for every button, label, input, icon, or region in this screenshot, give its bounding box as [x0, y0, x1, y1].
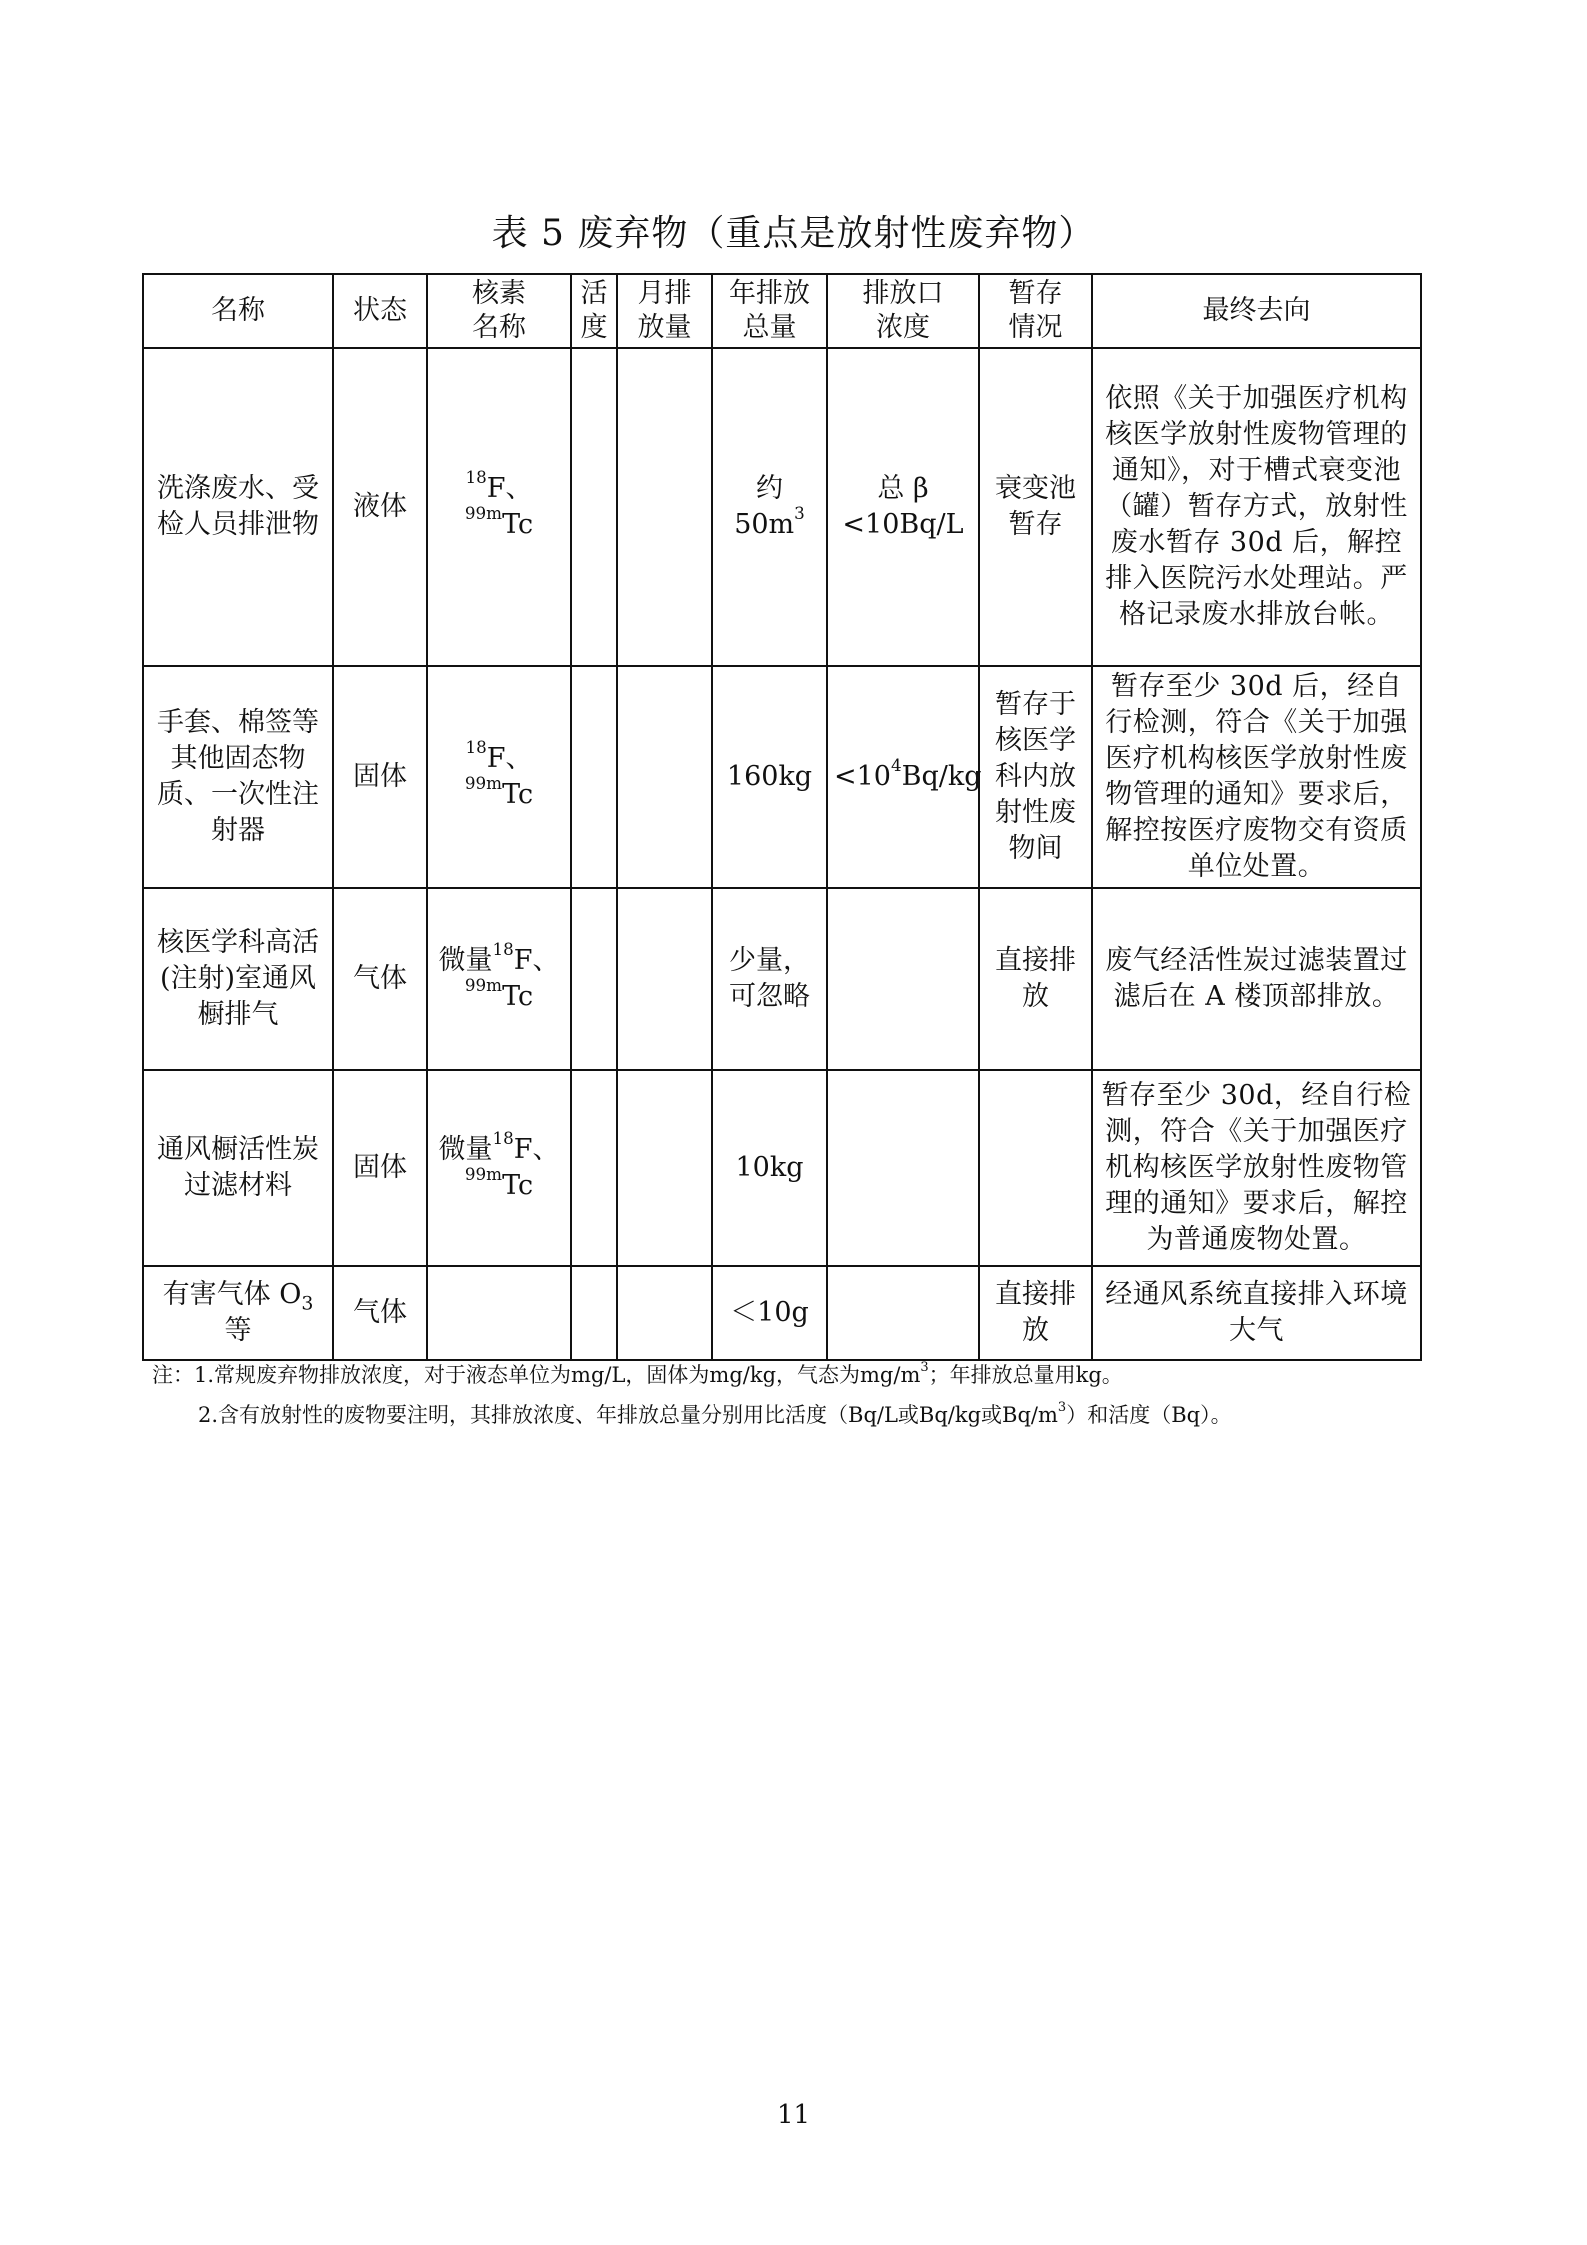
cell-storage: 直接排放	[979, 1266, 1092, 1360]
cell-monthly	[617, 1070, 712, 1266]
cell-activity	[571, 348, 617, 666]
cell-annual: 约 $50m^3$	[712, 348, 827, 666]
cell-annual: 160kg	[712, 666, 827, 888]
cell-name: 通风橱活性炭过滤材料	[143, 1070, 333, 1266]
cell-concentration	[827, 1070, 979, 1266]
cell-activity	[571, 1070, 617, 1266]
header-state: 状态	[333, 274, 427, 348]
cell-concentration	[827, 1266, 979, 1360]
cell-concentration	[827, 888, 979, 1070]
header-nuclide: 核素 名称	[427, 274, 571, 348]
cell-nuclide: 微量$^{18}$F、 $^{99m}$Tc	[427, 888, 571, 1070]
cell-name: 手套、棉签等其他固态物质、一次性注射器	[143, 666, 333, 888]
cell-nuclide: $^{18}$F、$^{99m}$Tc	[427, 666, 571, 888]
cell-storage: 衰变池暂存	[979, 348, 1092, 666]
table-note-2: 2.含有放射性的废物要注明，其排放浓度、年排放总量分别用比活度（Bq/L或Bq/kg或$Bq/m^3$）和活度（Bq）。	[198, 1399, 1232, 1427]
header-concentration: 排放口 浓度	[827, 274, 979, 348]
cell-name: 核医学科高活(注射)室通风橱排气	[143, 888, 333, 1070]
table-row	[143, 666, 1421, 888]
cell-storage: 直接排放	[979, 888, 1092, 1070]
cell-name: 有害气体 $O_3$ 等	[143, 1266, 333, 1360]
cell-storage: 暂存于核医学科内放射性废物间	[979, 666, 1092, 888]
cell-monthly	[617, 348, 712, 666]
cell-state: 固体	[333, 1070, 427, 1266]
cell-monthly	[617, 888, 712, 1070]
cell-concentration: $<10^4Bq/kg$	[827, 666, 979, 888]
cell-destination: 依照《关于加强医疗机构核医学放射性废物管理的通知》，对于槽式衰变池（罐）暂存方式，放射性废水暂存 30d 后，解控排入医院污水处理站。严格记录废水排放台帐。	[1092, 348, 1421, 666]
cell-destination: 废气经活性炭过滤装置过滤后在 A 楼顶部排放。	[1092, 888, 1421, 1070]
table-title: 表 5 废弃物（重点是放射性废弃物）	[491, 213, 1096, 254]
cell-state: 液体	[333, 348, 427, 666]
cell-activity	[571, 1266, 617, 1360]
header-annual: 年排放 总量	[712, 274, 827, 348]
page-number: 11	[776, 2100, 811, 2130]
table-note-1: 注：1.常规废弃物排放浓度，对于液态单位为mg/L，固体为mg/kg，气态为$mg/m^3$；年排放总量用kg。	[152, 1359, 1123, 1387]
table-row	[143, 1266, 1421, 1360]
waste-table	[142, 273, 1422, 1361]
header-monthly: 月排 放量	[617, 274, 712, 348]
cell-concentration: 总 β <10Bq/L	[827, 348, 979, 666]
cell-monthly	[617, 666, 712, 888]
cell-activity	[571, 666, 617, 888]
table-row	[143, 348, 1421, 666]
cell-state: 固体	[333, 666, 427, 888]
cell-annual: ＜10g	[712, 1266, 827, 1360]
cell-destination: 暂存至少 30d，经自行检测，符合《关于加强医疗机构核医学放射性废物管理的通知》要求后，解控为普通废物处置。	[1092, 1070, 1421, 1266]
cell-state: 气体	[333, 888, 427, 1070]
table-row	[143, 1070, 1421, 1266]
cell-nuclide	[427, 1266, 571, 1360]
cell-activity	[571, 888, 617, 1070]
header-destination: 最终去向	[1092, 274, 1421, 348]
table-header-row	[143, 274, 1421, 348]
header-name: 名称	[143, 274, 333, 348]
table-row	[143, 888, 1421, 1070]
cell-annual: 10kg	[712, 1070, 827, 1266]
cell-monthly	[617, 1266, 712, 1360]
cell-annual: 少量， 可忽略	[712, 888, 827, 1070]
cell-destination: 经通风系统直接排入环境大气	[1092, 1266, 1421, 1360]
cell-state: 气体	[333, 1266, 427, 1360]
cell-nuclide: $^{18}$F、$^{99m}$Tc	[427, 348, 571, 666]
header-activity: 活 度	[571, 274, 617, 348]
cell-destination: 暂存至少 30d 后，经自行检测，符合《关于加强医疗机构核医学放射性废物管理的通知》要求后，解控按医疗废物交有资质单位处置。	[1092, 666, 1421, 888]
cell-nuclide: 微量$^{18}$F、 $^{99m}$Tc	[427, 1070, 571, 1266]
header-storage: 暂存 情况	[979, 274, 1092, 348]
cell-name: 洗涤废水、受检人员排泄物	[143, 348, 333, 666]
cell-storage	[979, 1070, 1092, 1266]
